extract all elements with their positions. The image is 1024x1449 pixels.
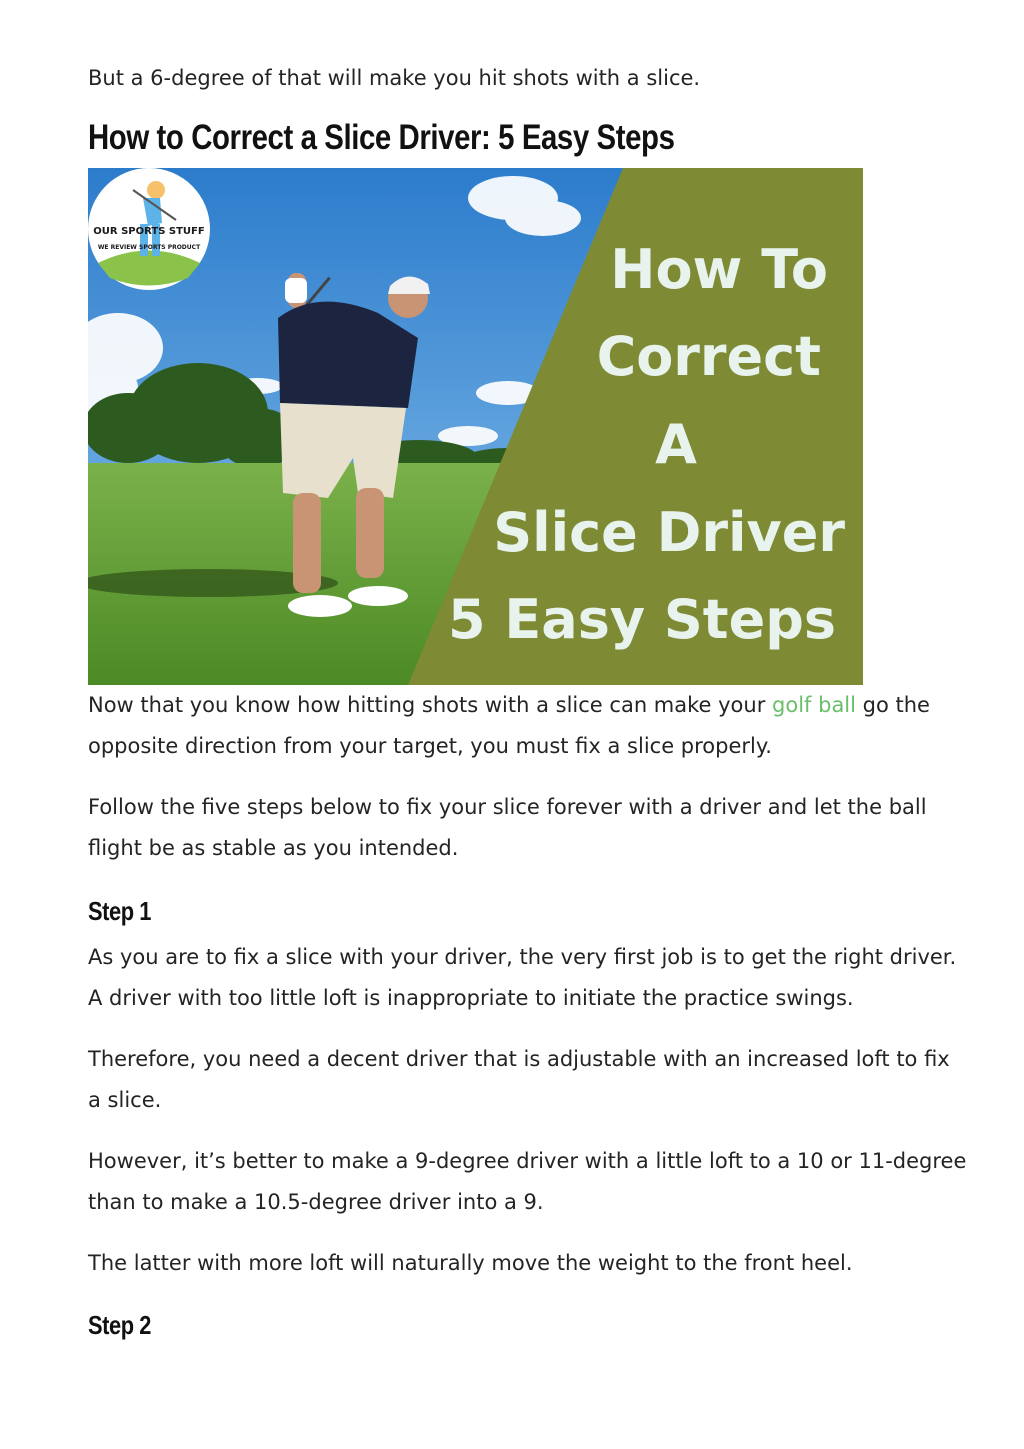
step-2-heading: Step 2 xyxy=(88,1310,152,1340)
para1-text-after: go the opposite direction from your target, you must fix a slice properly. xyxy=(88,693,930,758)
hero-line-3: A xyxy=(655,413,697,476)
para-golf-ball xyxy=(88,685,968,767)
step1-para-4 xyxy=(88,1243,968,1284)
step1-p1-text: As you are to fix a slice with your driver, the very first job is to get the right driver. A driver with too little loft is inappropriate to initiate the practice swings. xyxy=(88,945,957,1010)
logo-subtitle: WE REVIEW SPORTS PRODUCT xyxy=(97,244,201,251)
step-1-heading: Step 1 xyxy=(88,896,152,926)
para1-text-before: Now that you know how hitting shots with a slice can make your xyxy=(88,693,773,717)
logo-title: OUR SPORTS STUFF xyxy=(93,226,205,237)
step1-p2-text: Therefore, you need a decent driver that is adjustable with an increased loft to fix a slice. xyxy=(88,1047,950,1112)
para-five-steps xyxy=(88,787,968,869)
hero-line-2: Correct xyxy=(596,325,821,388)
step1-para-1 xyxy=(88,937,968,1019)
step1-p4-text: The latter with more loft will naturally move the weight to the front heel. xyxy=(88,1251,853,1275)
hero-image xyxy=(88,168,863,685)
step1-p3-text: However, it’s better to make a 9-degree driver with a little loft to a 10 or 11-degree than to make a 10.5-degree driver into a 9. xyxy=(88,1149,967,1214)
section-heading: How to Correct a Slice Driver: 5 Easy Steps xyxy=(88,118,675,157)
hero-line-1: How To xyxy=(610,238,828,301)
hero-line-5: 5 Easy Steps xyxy=(448,588,836,651)
golf-ball-link[interactable]: golf ball xyxy=(772,693,856,717)
our-sports-stuff-logo xyxy=(88,168,210,290)
step1-para-3 xyxy=(88,1141,968,1223)
para2-text: Follow the five steps below to fix your slice forever with a driver and let the ball flight be as stable as you intended. xyxy=(88,795,927,860)
step1-para-2 xyxy=(88,1039,968,1121)
intro-paragraph: But a 6-degree of that will make you hit shots with a slice. xyxy=(88,66,701,90)
hero-line-4: Slice Driver xyxy=(493,501,845,564)
